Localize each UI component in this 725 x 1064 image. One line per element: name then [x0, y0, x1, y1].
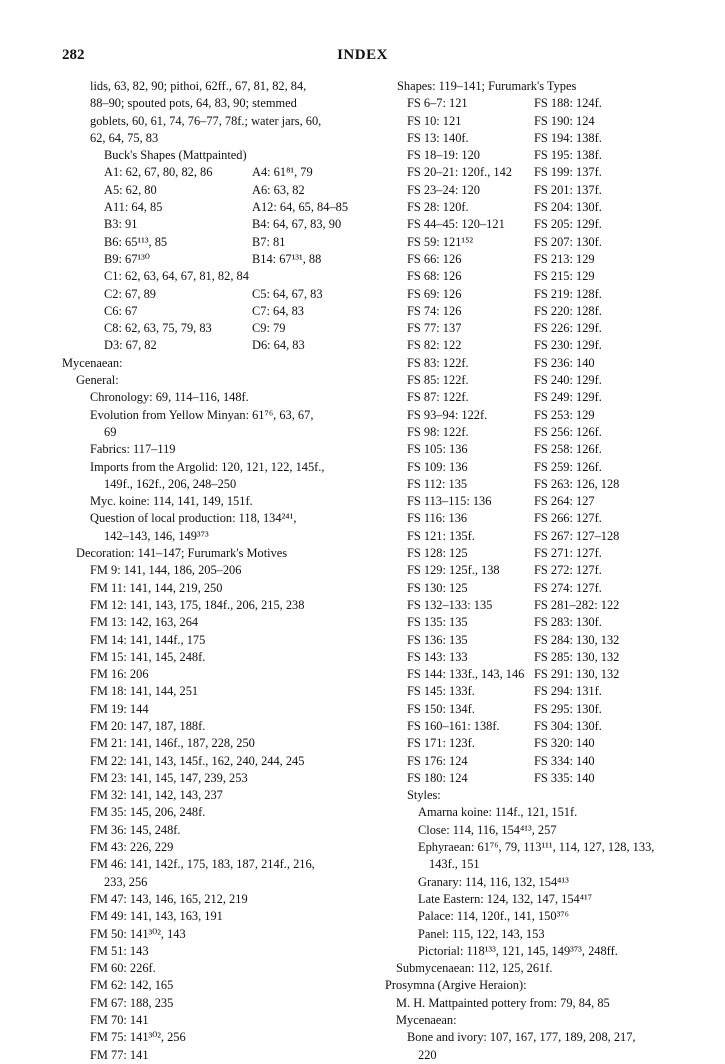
index-entry-left: FS 93–94: 122f.	[407, 407, 488, 422]
index-entry-right: FS 283: 130f.	[534, 615, 602, 630]
index-entry: FM 23: 141, 145, 147, 239, 253	[90, 770, 248, 785]
index-entry: FM 62: 142, 165	[90, 978, 174, 993]
index-pair-row	[385, 216, 685, 233]
index-entry-left: FS 150: 134f.	[407, 701, 475, 716]
index-entry: 142–143, 146, 149³⁷³	[104, 528, 209, 543]
index-entry-left: FS 20–21: 120f., 142	[407, 165, 512, 180]
index-heading: Mycenaean:	[62, 355, 123, 370]
index-entry: FM 12: 141, 143, 175, 184f., 206, 215, 238	[90, 597, 305, 612]
index-entry: General:	[76, 373, 119, 388]
index-entry: FM 51: 143	[90, 943, 149, 958]
index-entry-left: FS 105: 136	[407, 442, 468, 457]
index-pair-row	[385, 355, 685, 372]
index-entry: FM 36: 145, 248f.	[90, 822, 181, 837]
index-entry: Amarna koine: 114f., 121, 151f.	[418, 805, 578, 820]
index-entry-left: FS 130: 125	[407, 580, 468, 595]
index-pair-row	[385, 597, 685, 614]
index-entry: FM 75: 141³⁰², 256	[90, 1030, 186, 1045]
index-pair-row	[385, 562, 685, 579]
index-entry-right: FS 294: 131f.	[534, 684, 602, 699]
index-entry: FM 15: 141, 145, 248f.	[90, 649, 206, 664]
index-entry-right: FS 281–282: 122	[534, 597, 620, 612]
index-entry: FM 14: 141, 144f., 175	[90, 632, 206, 647]
index-pair-row	[385, 632, 685, 649]
index-pair-row	[385, 251, 685, 268]
index-entry: Pictorial: 118¹³³, 121, 145, 149³⁷³, 248ff.	[418, 943, 618, 958]
index-pair-row	[62, 337, 362, 354]
index-entry-right: FS 264: 127	[534, 494, 595, 509]
index-pair-row	[62, 164, 362, 181]
index-entry-right: FS 271: 127f.	[534, 546, 602, 561]
index-entry: Styles:	[407, 788, 441, 803]
index-entry: Decoration: 141–147; Furumark's Motives	[76, 546, 288, 561]
index-entry-right: FS 213: 129	[534, 251, 595, 266]
index-entry-right: FS 204: 130f.	[534, 200, 602, 215]
index-pair-row	[385, 320, 685, 337]
index-pair-row	[385, 234, 685, 251]
index-entry: FM 9: 141, 144, 186, 205–206	[90, 563, 242, 578]
index-entry-right: FS 230: 129f.	[534, 338, 602, 353]
index-entry-left: FS 144: 133f., 143, 146	[407, 667, 525, 682]
index-entry-right: FS 334: 140	[534, 753, 595, 768]
index-entry-right: FS 320: 140	[534, 736, 595, 751]
index-entry-left: FS 28: 120f.	[407, 200, 469, 215]
index-entry-right: FS 267: 127–128	[534, 528, 620, 543]
index-pair-row	[385, 303, 685, 320]
index-pair-row	[385, 735, 685, 752]
index-entry-left: FS 18–19: 120	[407, 148, 480, 163]
index-entry: Buck's Shapes (Mattpainted)	[104, 148, 247, 163]
index-entry-left: FS 6–7: 121	[407, 96, 468, 111]
index-entry-left: B9: 67¹³⁰	[104, 251, 150, 266]
index-entry: FM 13: 142, 163, 264	[90, 615, 199, 630]
index-entry-left: FS 128: 125	[407, 546, 468, 561]
index-entry-right: FS 274: 127f.	[534, 580, 602, 595]
index-entry-right: B7: 81	[252, 234, 286, 249]
index-entry-left: FS 10: 121	[407, 113, 462, 128]
page-title: INDEX	[337, 47, 388, 63]
index-entry-right: FS 272: 127f.	[534, 563, 602, 578]
index-entry: Fabrics: 117–119	[90, 442, 176, 457]
index-entry-right: FS 220: 128f.	[534, 303, 602, 318]
index-entry-left: FS 74: 126	[407, 303, 462, 318]
index-pair-row	[385, 337, 685, 354]
index-entry-left: FS 44–45: 120–121	[407, 217, 505, 232]
index-entry-left: FS 129: 125f., 138	[407, 563, 500, 578]
index-pair-row	[385, 372, 685, 389]
index-entry-right: FS 236: 140	[534, 355, 595, 370]
index-entry-right: FS 263: 126, 128	[534, 476, 620, 491]
index-entry-right: FS 219: 128f.	[534, 286, 602, 301]
index-entry: Close: 114, 116, 154⁴¹³, 257	[418, 822, 557, 837]
index-entry-left: B3: 91	[104, 217, 138, 232]
index-pair-row	[62, 182, 362, 199]
index-entry-left: FS 171: 123f.	[407, 736, 475, 751]
index-entry: FM 50: 141³⁰², 143	[90, 926, 186, 941]
index-entry-right: FS 285: 130, 132	[534, 649, 620, 664]
index-entry: lids, 63, 82, 90; pithoi, 62ff., 67, 81, 82, 84,	[90, 79, 307, 93]
index-entry: FM 49: 141, 143, 163, 191	[90, 909, 223, 924]
index-entry-right: FS 304: 130f.	[534, 718, 602, 733]
index-pair-row	[385, 614, 685, 631]
index-entry-right: FS 199: 137f.	[534, 165, 602, 180]
index-entry: FM 20: 147, 187, 188f.	[90, 718, 206, 733]
index-entry: FM 32: 141, 142, 143, 237	[90, 788, 223, 803]
index-entry-left: FS 132–133: 135	[407, 597, 493, 612]
index-entry-right: FS 188: 124f.	[534, 96, 602, 111]
index-entry-right: FS 284: 130, 132	[534, 632, 620, 647]
index-pair-row	[385, 113, 685, 130]
index-entry-left: FS 176: 124	[407, 753, 468, 768]
index-pair-row	[385, 649, 685, 666]
index-entry: FM 46: 141, 142f., 175, 183, 187, 214f., 216,	[90, 857, 315, 872]
index-entry: FM 21: 141, 146f., 187, 228, 250	[90, 736, 255, 751]
index-entry-left: FS 109: 136	[407, 459, 468, 474]
index-entry: FM 18: 141, 144, 251	[90, 684, 199, 699]
index-entry-right: FS 201: 137f.	[534, 182, 602, 197]
index-entry-right: C5: 64, 67, 83	[252, 286, 323, 301]
left-column	[62, 78, 362, 1064]
index-entry: Myc. koine: 114, 141, 149, 151f.	[90, 494, 253, 509]
index-pair-row	[385, 268, 685, 285]
index-entry-left: A11: 64, 85	[104, 200, 163, 215]
index-pair-row	[62, 251, 362, 268]
index-pair-row	[385, 493, 685, 510]
index-entry: FM 70: 141	[90, 1013, 149, 1028]
index-pair-row	[385, 407, 685, 424]
index-pair-row	[385, 441, 685, 458]
index-entry-right: D6: 64, 83	[252, 338, 305, 353]
index-entry-left: FS 98: 122f.	[407, 424, 469, 439]
index-pair-row	[385, 164, 685, 181]
index-pair-row	[385, 424, 685, 441]
index-entry: FM 43: 226, 229	[90, 840, 174, 855]
index-entry: Panel: 115, 122, 143, 153	[418, 926, 545, 941]
index-pair-row	[62, 320, 362, 337]
index-entry-left: B6: 65¹¹³, 85	[104, 234, 168, 249]
index-entry-left: FS 82: 122	[407, 338, 462, 353]
index-entry-right: FS 291: 130, 132	[534, 667, 620, 682]
index-entry-left: A1: 62, 67, 80, 82, 86	[104, 165, 213, 180]
index-entry-left: FS 143: 133	[407, 649, 468, 664]
index-entry-right: FS 226: 129f.	[534, 321, 602, 336]
index-pair-row	[385, 510, 685, 527]
index-pair-row	[385, 701, 685, 718]
index-entry: Granary: 114, 116, 132, 154⁴¹³	[418, 874, 569, 889]
index-entry-left: FS 136: 135	[407, 632, 468, 647]
index-entry-right: FS 256: 126f.	[534, 424, 602, 439]
index-pair-row	[385, 182, 685, 199]
index-entry-left: C6: 67	[104, 303, 138, 318]
index-entry: FM 11: 141, 144, 219, 250	[90, 580, 223, 595]
index-heading: M. H. Mattpainted pottery from: 79, 84, 85	[396, 995, 610, 1010]
index-entry-left: FS 59: 121¹⁵²	[407, 234, 474, 249]
index-entry: Bone and ivory: 107, 167, 177, 189, 208, 217,	[407, 1030, 636, 1045]
index-entry: Chronology: 69, 114–116, 148f.	[90, 390, 249, 405]
index-entry: 69	[104, 424, 117, 439]
index-entry: 143f., 151	[429, 857, 480, 872]
index-pair-row	[385, 199, 685, 216]
index-pair-row	[385, 718, 685, 735]
index-entry: FM 67: 188, 235	[90, 995, 174, 1010]
index-pair-row	[385, 389, 685, 406]
index-pair-row	[62, 234, 362, 251]
index-entry-right: FS 194: 138f.	[534, 130, 602, 145]
index-entry-right: FS 266: 127f.	[534, 511, 602, 526]
index-entry: Palace: 114, 120f., 141, 150³⁷⁶	[418, 909, 569, 924]
index-pair-row	[385, 130, 685, 147]
index-entry-left: FS 180: 124	[407, 770, 468, 785]
index-entry-left: FS 83: 122f.	[407, 355, 469, 370]
index-entry-left: FS 121: 135f.	[407, 528, 475, 543]
index-entry-left: FS 69: 126	[407, 286, 462, 301]
index-entry-left: FS 66: 126	[407, 251, 462, 266]
index-entry: 62, 64, 75, 83	[90, 130, 159, 145]
index-entry-right: FS 215: 129	[534, 269, 595, 284]
index-entry-right: FS 205: 129f.	[534, 217, 602, 232]
index-heading: Prosymna (Argive Heraion):	[385, 978, 527, 993]
index-pair-row	[385, 683, 685, 700]
index-pair-row	[62, 216, 362, 233]
index-entry-left: FS 13: 140f.	[407, 130, 469, 145]
index-entry-left: FS 68: 126	[407, 269, 462, 284]
index-pair-row	[385, 528, 685, 545]
index-entry-right: B14: 67¹³¹, 88	[252, 251, 322, 266]
index-entry-right: A4: 61⁸¹, 79	[252, 165, 313, 180]
index-pair-row	[385, 476, 685, 493]
page-number: 282	[62, 47, 85, 63]
index-entry-right: FS 295: 130f.	[534, 701, 602, 716]
index-pair-row	[385, 753, 685, 770]
index-entry-left: FS 145: 133f.	[407, 684, 475, 699]
index-entry: FM 22: 141, 143, 145f., 162, 240, 244, 245	[90, 753, 305, 768]
index-entry-right: C7: 64, 83	[252, 303, 304, 318]
index-entry: FM 60: 226f.	[90, 961, 156, 976]
index-pair-row	[385, 459, 685, 476]
index-entry: 88–90; spouted pots, 64, 83, 90; stemmed	[90, 96, 297, 111]
index-heading: Mycenaean:	[396, 1013, 457, 1028]
index-entry: Question of local production: 118, 134²⁴¹,	[90, 511, 297, 526]
index-pair-row	[385, 95, 685, 112]
index-entry: 149f., 162f., 206, 248–250	[104, 476, 237, 491]
index-pair-row	[62, 303, 362, 320]
index-entry-right: FS 240: 129f.	[534, 373, 602, 388]
index-entry: Imports from the Argolid: 120, 121, 122, 145f.,	[90, 459, 325, 474]
index-heading-shapes: Shapes: 119–141; Furumark's Types	[397, 79, 577, 93]
index-pair-row	[385, 545, 685, 562]
index-entry-right: C9: 79	[252, 321, 286, 336]
index-entry-left: FS 116: 136	[407, 511, 468, 526]
index-entry: Evolution from Yellow Minyan: 61⁷⁶, 63, 67,	[90, 407, 314, 422]
index-entry-right: FS 258: 126f.	[534, 442, 602, 457]
index-entry-left: C2: 67, 89	[104, 286, 156, 301]
index-entry-left: FS 112: 135	[407, 476, 468, 491]
index-entry-left: FS 77: 137	[407, 321, 462, 336]
index-entry-left: FS 135: 135	[407, 615, 468, 630]
index-entry-right: FS 253: 129	[534, 407, 595, 422]
index-entry-left: A5: 62, 80	[104, 182, 157, 197]
index-pair-row	[385, 286, 685, 303]
index-entry: FM 16: 206	[90, 667, 149, 682]
index-pair-row	[385, 770, 685, 787]
index-entry-left: D3: 67, 82	[104, 338, 157, 353]
index-entry-left: C1: 62, 63, 64, 67, 81, 82, 84	[104, 269, 249, 284]
index-entry: FM 35: 145, 206, 248f.	[90, 805, 206, 820]
index-pair-row	[385, 147, 685, 164]
index-entry-right: FS 259: 126f.	[534, 459, 602, 474]
index-entry: Ephyraean: 61⁷⁶, 79, 113¹¹¹, 114, 127, 128, 133,	[418, 840, 655, 855]
index-pair-row	[62, 268, 362, 285]
index-entry: FM 47: 143, 146, 165, 212, 219	[90, 891, 248, 906]
index-heading: Submycenaean: 112, 125, 261f.	[396, 961, 553, 976]
index-entry-right: FS 249: 129f.	[534, 390, 602, 405]
index-entry: Late Eastern: 124, 132, 147, 154⁴¹⁷	[418, 891, 593, 906]
right-column	[385, 78, 685, 1064]
index-entry: 233, 256	[104, 874, 148, 889]
index-pair-row	[385, 580, 685, 597]
index-entry-right: FS 207: 130f.	[534, 234, 602, 249]
index-entry-right: B4: 64, 67, 83, 90	[252, 217, 342, 232]
index-entry: goblets, 60, 61, 74, 76–77, 78f.; water jars, 60,	[90, 113, 322, 128]
index-entry-right: FS 195: 138f.	[534, 148, 602, 163]
index-entry: 220	[418, 1047, 437, 1062]
index-entry: FM 19: 144	[90, 701, 149, 716]
index-entry-left: FS 87: 122f.	[407, 390, 469, 405]
index-pair-row	[62, 199, 362, 216]
index-entry-left: FS 23–24: 120	[407, 182, 480, 197]
index-pair-row	[62, 286, 362, 303]
index-entry-right: FS 335: 140	[534, 770, 595, 785]
index-entry-right: FS 190: 124	[534, 113, 595, 128]
index-entry-left: FS 160–161: 138f.	[407, 718, 500, 733]
index-entry-right: A12: 64, 65, 84–85	[252, 200, 349, 215]
index-entry-left: FS 85: 122f.	[407, 373, 469, 388]
index-entry: FM 77: 141	[90, 1047, 149, 1062]
index-entry-right: A6: 63, 82	[252, 182, 305, 197]
index-entry-left: FS 113–115: 136	[407, 494, 492, 509]
index-entry-left: C8: 62, 63, 75, 79, 83	[104, 321, 212, 336]
index-pair-row	[385, 666, 685, 683]
